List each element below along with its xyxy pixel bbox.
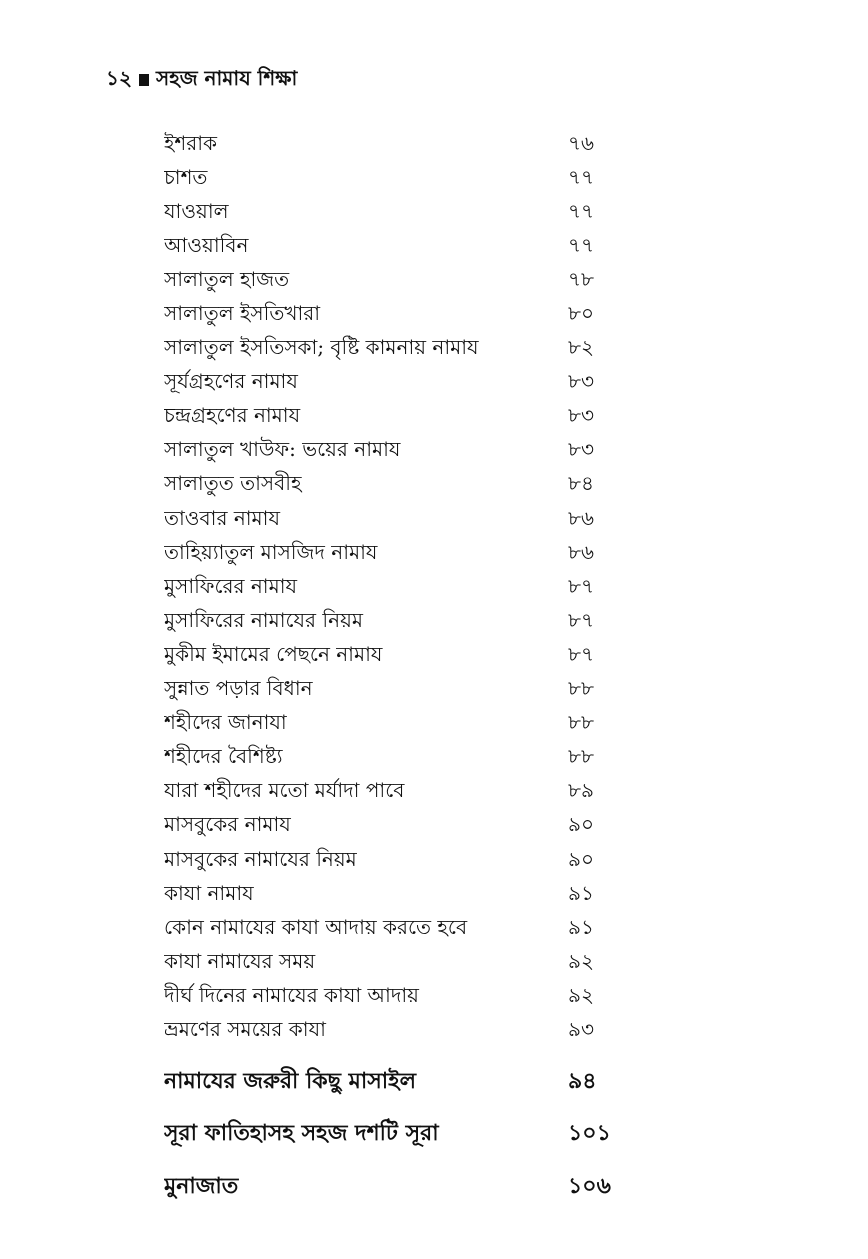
toc-entry-page: ৮৮ [568,710,594,735]
toc-entry-title: সূরা ফাতিহাসহ সহজ দশটি সূরা [164,1119,439,1146]
toc-major-entry [164,1062,644,1102]
toc-entry [164,980,644,1014]
toc-entry [164,469,644,503]
toc-entry-page: ৮৩ [568,403,594,428]
toc-entry [164,230,644,264]
toc-entry [164,196,644,230]
toc-entry [164,912,644,946]
toc-entry-title: মাসবুকের নামাযের নিয়ম [164,846,357,871]
toc-entry-page: ৮৬ [568,539,594,564]
toc-entry-title: যাওয়াল [164,198,229,223]
toc-entry [164,742,644,776]
toc-entry [164,810,644,844]
toc-entry-title: সালাতুত তাসবীহ [164,471,302,496]
toc-entry [164,435,644,469]
toc-entry-title: সালাতুল ইসতিসকা; বৃষ্টি কামনায় নামায [164,335,479,360]
toc-entry-page: ১০১ [568,1119,611,1146]
toc-entry [164,537,644,571]
toc-entry-page: ১০৬ [568,1172,611,1199]
toc-entry [164,162,644,196]
toc-entry-page: ৮৭ [568,573,594,598]
toc-entry-title: মুনাজাত [164,1172,239,1199]
toc-entry-title: চন্দ্রগ্রহণের নামায [164,403,301,428]
toc-entry-page: ৯২ [568,982,594,1007]
toc-entry-page: ৯৪ [568,1067,597,1094]
toc-entry-title: আওয়াবিন [164,232,249,257]
toc-entry [164,844,644,878]
toc-entry [164,367,644,401]
page-number: ১২ [106,65,132,90]
toc-major-entry [164,1167,644,1207]
toc-entry [164,776,644,810]
toc-entry-title: সুন্নাত পড়ার বিধান [164,676,313,701]
toc-entry [164,878,644,912]
toc-entry [164,1014,644,1048]
toc-entry-title: তাওবার নামায [164,505,280,530]
toc-entry-page: ৯০ [568,846,594,871]
header-separator-square [139,74,149,86]
book-title: সহজ নামায শিক্ষা [155,65,298,90]
toc-entry-title: সালাতুল ইসতিখারা [164,301,321,326]
toc-entry-title: নামাযের জরুরী কিছু মাসাইল [164,1067,417,1094]
toc-entry-title: ভ্রমণের সময়ের কাযা [164,1016,326,1041]
toc-entry-title: মুসাফিরের নামাযের নিয়ম [164,607,363,632]
toc-entry [164,674,644,708]
toc-entry-title: সালাতুল হাজত [164,266,290,291]
toc-entry-page: ৯১ [568,914,594,939]
toc-entry-page: ৯৩ [568,1016,594,1041]
toc-entry-page: ৮০ [568,301,594,326]
toc-entry-title: ইশরাক [164,130,218,155]
toc-entry-page: ৭৮ [568,266,594,291]
toc-entry-page: ৭৭ [568,232,595,257]
toc-entry-page: ৯২ [568,948,594,973]
toc-entry-page: ৮৩ [568,437,594,462]
toc-entry-title: চাশত [164,164,208,189]
toc-entry-title: শহীদের জানাযা [164,710,287,735]
toc-entry-page: ৮৭ [568,607,594,632]
toc-entry-page: ৮৬ [568,505,594,530]
toc-entry-page: ৮৪ [568,471,594,496]
toc-entry-page: ৮৩ [568,369,594,394]
toc-entry-page: ৯১ [568,880,594,905]
toc-entry-page: ৮৭ [568,641,594,666]
toc-entry [164,298,644,332]
toc-entry [164,128,644,162]
toc-entry [164,333,644,367]
toc-entry [164,946,644,980]
toc-entry-title: কাযা নামায [164,880,254,905]
toc-entry-title: শহীদের বৈশিষ্ট্য [164,744,283,769]
toc-entry-title: কোন নামাযের কাযা আদায় করতে হবে [164,914,468,939]
toc-entry-title: তাহিয়্যাতুল মাসজিদ নামায [164,539,378,564]
toc-entry-page: ৮৮ [568,676,594,701]
toc-entry [164,264,644,298]
table-of-contents [164,128,644,1049]
toc-entry-title: যারা শহীদের মতো মর্যাদা পাবে [164,778,405,803]
toc-entry-page: ৭৭ [568,198,595,223]
toc-entry-page: ৯০ [568,812,594,837]
toc-entry [164,708,644,742]
toc-entry-title: মুকীম ইমামের পেছনে নামায [164,641,383,666]
toc-entry-title: কাযা নামাযের সময় [164,948,316,973]
toc-entry [164,639,644,673]
toc-entry-title: মুসাফিরের নামায [164,573,298,598]
toc-entry [164,503,644,537]
toc-entry-page: ৮৮ [568,744,594,769]
toc-entry [164,605,644,639]
toc-entry-page: ৭৬ [568,130,595,155]
running-header [106,64,297,96]
toc-entry-page: ৭৭ [568,164,595,189]
toc-entry-title: সালাতুল খাউফ: ভয়ের নামায [164,437,401,462]
toc-entry-page: ৮৯ [568,778,594,803]
toc-entry [164,401,644,435]
toc-entry-title: সূর্যগ্রহণের নামায [164,369,298,394]
toc-entry-page: ৮২ [568,335,594,360]
toc-entry [164,571,644,605]
toc-entry-title: মাসবুকের নামায [164,812,291,837]
toc-entry-title: দীর্ঘ দিনের নামাযের কাযা আদায় [164,982,419,1007]
toc-major-entry [164,1114,644,1154]
